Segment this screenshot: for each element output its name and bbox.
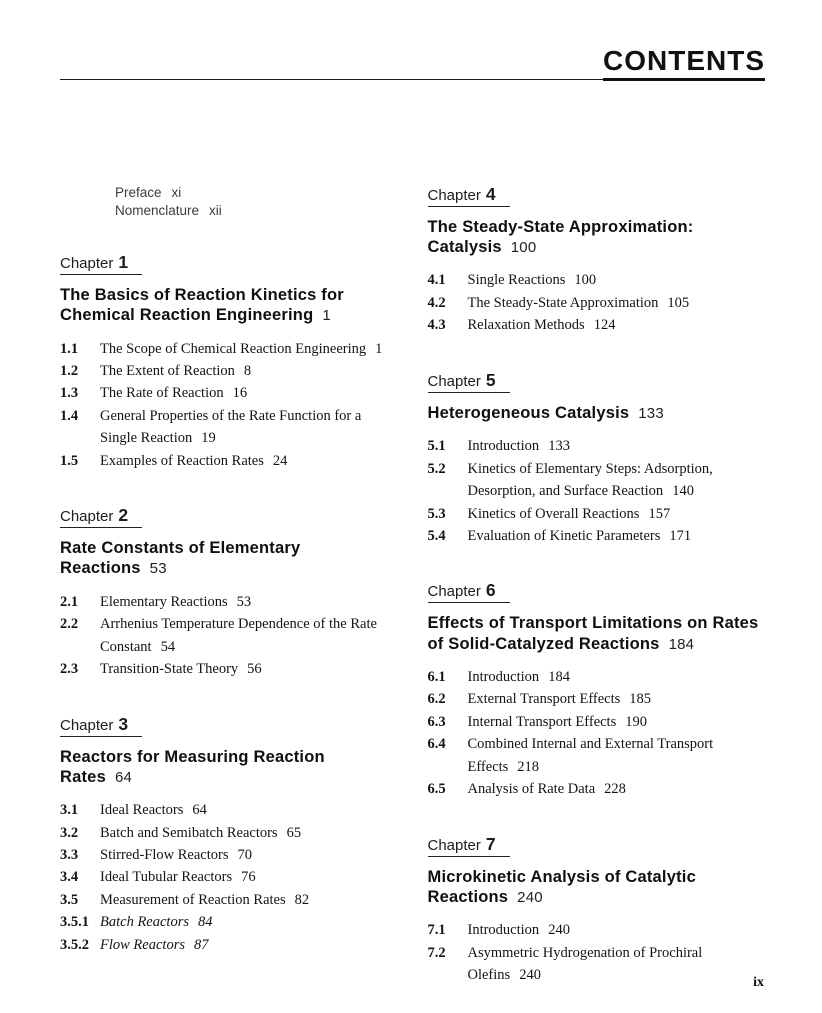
section-title: [100, 911, 398, 933]
section-title-text: Introduction: [467, 668, 540, 685]
page-header: [60, 45, 765, 80]
section-number: 1.1: [60, 340, 79, 357]
chapter-start-page: 133: [638, 404, 664, 422]
chapter-number: 6: [485, 580, 496, 601]
section-number: 2.2: [60, 616, 79, 633]
section-entry: [428, 435, 766, 457]
section-title-text: Combined Internal and External Transport Effects: [467, 736, 714, 775]
section-title: [468, 778, 766, 800]
section-title: [468, 269, 766, 291]
chapter-heading: [428, 580, 510, 603]
chapter-block: [60, 252, 398, 472]
section-page: 124: [593, 317, 616, 334]
section-page: 140: [672, 483, 694, 500]
section-entry: [60, 382, 398, 404]
section-title: [100, 658, 398, 680]
section-title: [100, 450, 398, 472]
chapter-heading: [428, 834, 510, 857]
section-title: [468, 919, 766, 941]
section-entry: [428, 503, 766, 525]
section-list: [428, 919, 766, 986]
section-number: 5.3: [427, 505, 446, 522]
section-list: [428, 435, 766, 547]
section-page: 84: [198, 914, 213, 931]
section-title: [468, 688, 766, 710]
section-list: [60, 799, 398, 956]
section-entry: [60, 934, 398, 956]
section-title-text: Ideal Tubular Reactors: [100, 869, 233, 886]
section-title: [468, 711, 766, 733]
chapter-start-page: 1: [322, 307, 331, 325]
section-number: 2.3: [60, 661, 79, 678]
chapter-block: [428, 184, 766, 337]
section-entry: [428, 269, 766, 291]
section-title-text: The Steady-State Approximation: [467, 294, 659, 311]
section-number: 3.5.2: [60, 936, 89, 953]
chapter-number: 2: [118, 505, 129, 526]
chapter-start-page: 64: [114, 768, 133, 786]
section-number: 4.3: [427, 317, 446, 334]
section-page: 54: [160, 638, 176, 655]
section-title-text: Transition-State Theory: [100, 661, 239, 678]
section-title-text: Ideal Reactors: [100, 802, 184, 819]
section-title: [468, 942, 766, 987]
toc-column-left: [60, 184, 398, 987]
chapter-title: [60, 538, 398, 578]
chapter-block: [428, 580, 766, 800]
section-title: [100, 360, 398, 382]
section-entry: [60, 866, 398, 888]
section-page: 56: [247, 661, 262, 678]
section-number: 6.3: [427, 713, 446, 730]
chapter-title: [60, 285, 398, 325]
section-number: 5.2: [427, 460, 446, 477]
section-title-text: Stirred-Flow Reactors: [100, 846, 229, 863]
section-page: 24: [272, 452, 288, 469]
section-title: [100, 934, 398, 956]
section-title-text: Analysis of Rate Data: [467, 781, 596, 798]
section-page: 65: [286, 824, 302, 841]
chapter-start-page: 100: [510, 239, 537, 257]
chapter-title-text: The Steady-State Approximation: Catalysis: [427, 218, 694, 257]
chapter-label: Chapter: [427, 836, 481, 854]
section-page: 87: [193, 936, 209, 953]
section-title: [100, 844, 398, 866]
section-number: 4.1: [427, 272, 446, 289]
section-number: 1.2: [60, 362, 79, 379]
front-matter-item: [115, 202, 398, 220]
section-page: 53: [236, 593, 252, 610]
section-title: [100, 591, 398, 613]
chapter-title: [428, 217, 766, 257]
section-number: 1.4: [60, 407, 79, 424]
section-title: [100, 866, 398, 888]
section-page: 133: [548, 438, 570, 455]
chapter-heading: [428, 184, 510, 207]
section-entry: [60, 889, 398, 911]
section-title: [100, 799, 398, 821]
section-title: [100, 822, 398, 844]
section-list: [60, 338, 398, 473]
section-entry: [60, 405, 398, 450]
section-entry: [60, 844, 398, 866]
section-entry: [60, 450, 398, 472]
chapter-title-text: The Basics of Reaction Kinetics for Chemical Reaction Engineering: [60, 286, 344, 325]
section-title: [468, 666, 766, 688]
section-title: [100, 338, 398, 360]
chapter-heading: [60, 714, 142, 737]
chapter-heading: [60, 505, 142, 528]
section-title-text: Measurement of Reaction Rates: [100, 891, 286, 908]
section-title-text: Elementary Reactions: [100, 593, 228, 610]
section-title: [468, 292, 766, 314]
chapter-number: 7: [485, 833, 496, 854]
section-title-text: Single Reactions: [467, 272, 566, 289]
front-matter: [115, 184, 398, 219]
section-page: 157: [648, 505, 671, 522]
chapter-title: [428, 613, 766, 653]
section-page: 8: [243, 362, 252, 379]
section-entry: [428, 711, 766, 733]
section-entry: [428, 919, 766, 941]
section-number: 5.4: [427, 528, 446, 544]
chapter-number: 5: [485, 369, 496, 390]
section-entry: [428, 525, 766, 547]
section-title-text: Batch and Semibatch Reactors: [100, 824, 278, 841]
section-title: [100, 613, 398, 658]
section-page: 218: [517, 758, 540, 775]
section-list: [428, 269, 766, 336]
section-title: [100, 889, 398, 911]
chapter-label: Chapter: [60, 508, 114, 526]
chapter-start-page: 240: [517, 888, 543, 906]
section-page: 70: [237, 846, 252, 863]
section-title: [468, 458, 766, 503]
section-entry: [60, 591, 398, 613]
section-number: 6.2: [427, 691, 446, 708]
chapter-block: [60, 505, 398, 680]
section-page: 19: [201, 430, 216, 447]
section-title-text: Flow Reactors: [100, 936, 185, 953]
section-number: 3.4: [60, 869, 79, 886]
section-entry: [428, 666, 766, 688]
chapter-start-page: 53: [149, 560, 167, 578]
section-entry: [428, 942, 766, 987]
section-number: 6.4: [427, 736, 446, 753]
section-page: 1: [375, 340, 383, 357]
front-matter-page: xii: [209, 202, 222, 218]
section-title-text: The Scope of Chemical Reaction Engineering: [100, 340, 367, 357]
chapter-label: Chapter: [427, 187, 481, 204]
section-title-text: Evaluation of Kinetic Parameters: [467, 528, 661, 544]
section-title: [100, 382, 398, 404]
section-entry: [428, 688, 766, 710]
section-number: 3.2: [60, 824, 79, 841]
section-number: 1.3: [60, 385, 79, 402]
section-page: 105: [667, 294, 690, 311]
section-title: [468, 435, 766, 457]
section-list: [428, 666, 766, 801]
section-number: 2.1: [60, 593, 79, 610]
section-entry: [428, 733, 766, 778]
chapter-heading: [428, 370, 510, 393]
chapter-title: [428, 403, 766, 423]
section-number: 6.1: [427, 668, 446, 685]
front-matter-page: xi: [171, 185, 182, 200]
section-page: 100: [574, 272, 597, 289]
section-page: 240: [548, 922, 570, 939]
section-number: 3.1: [60, 802, 79, 819]
chapter-title-text: Heterogeneous Catalysis: [427, 403, 630, 422]
chapter-title-text: Reactors for Measuring Reaction Rates: [60, 747, 325, 786]
chapter-block: [428, 370, 766, 548]
section-entry: [60, 822, 398, 844]
section-title-text: Arrhenius Temperature Dependence of the Rate Constant: [100, 616, 377, 655]
section-page: 16: [232, 385, 248, 402]
front-matter-title: Nomenclature: [115, 202, 200, 218]
section-number: 3.5: [60, 891, 79, 908]
chapter-title: [60, 747, 398, 787]
section-title-text: Kinetics of Overall Reactions: [467, 505, 640, 522]
section-title-text: General Properties of the Rate Function for a Single Reaction: [100, 407, 362, 447]
front-matter-item: [115, 184, 398, 202]
chapter-title-text: Microkinetic Analysis of Catalytic Reactions: [427, 867, 696, 906]
section-entry: [60, 613, 398, 658]
section-entry: [60, 799, 398, 821]
section-title-text: Examples of Reaction Rates: [100, 452, 264, 469]
section-page: 82: [294, 891, 310, 908]
section-entry: [428, 292, 766, 314]
chapter-label: Chapter: [60, 255, 114, 273]
section-number: 4.2: [427, 294, 446, 311]
chapter-number: 4: [485, 184, 496, 204]
front-matter-title: Preface: [115, 185, 162, 200]
section-entry: [60, 911, 398, 933]
section-number: 1.5: [60, 452, 79, 469]
chapter-label: Chapter: [60, 716, 114, 734]
section-title-text: Kinetics of Elementary Steps: Adsorption, Desorption, and Surface Reaction: [467, 460, 713, 500]
section-page: 185: [629, 691, 652, 708]
section-number: 7.1: [427, 922, 446, 939]
section-title: [468, 733, 766, 778]
section-title-text: Asymmetric Hydrogenation of Prochiral Olefins: [467, 944, 703, 984]
section-page: 240: [519, 967, 541, 984]
section-title: [468, 314, 766, 336]
section-number: 7.2: [427, 944, 446, 961]
chapter-number: 1: [118, 252, 129, 273]
toc-column-right: [428, 184, 766, 987]
section-number: 5.1: [427, 438, 446, 455]
section-title: [100, 405, 398, 450]
section-title: [468, 525, 766, 547]
section-title-text: External Transport Effects: [467, 691, 621, 708]
chapter-label: Chapter: [427, 372, 481, 390]
chapter-title-text: Effects of Transport Limitations on Rates of Solid-Catalyzed Reactions: [427, 614, 759, 653]
section-page: 190: [625, 713, 647, 730]
section-page: 184: [548, 668, 570, 685]
toc-columns: [60, 184, 765, 987]
section-title-text: The Extent of Reaction: [100, 362, 235, 379]
section-title-text: Relaxation Methods: [467, 317, 585, 334]
chapter-block: [428, 834, 766, 987]
section-title-text: The Rate of Reaction: [100, 385, 224, 402]
chapter-label: Chapter: [427, 583, 481, 601]
section-page: 228: [604, 781, 626, 798]
section-title-text: Internal Transport Effects: [467, 713, 617, 730]
chapter-start-page: 184: [668, 635, 695, 653]
section-entry: [428, 458, 766, 503]
section-number: 3.3: [60, 846, 79, 863]
section-title-text: Introduction: [467, 922, 540, 939]
contents-heading: CONTENTS: [603, 45, 765, 81]
section-page: 76: [241, 869, 256, 886]
section-number: 6.5: [427, 781, 446, 798]
section-page: 171: [669, 528, 692, 544]
section-title: [468, 503, 766, 525]
section-entry: [60, 658, 398, 680]
page-number: ix: [753, 975, 764, 990]
chapter-title: [428, 867, 766, 907]
chapter-title-text: Rate Constants of Elementary Reactions: [60, 539, 301, 578]
section-entry: [60, 360, 398, 382]
section-number: 3.5.1: [60, 914, 89, 931]
section-list: [60, 591, 398, 681]
chapter-heading: [60, 252, 142, 275]
section-page: 64: [192, 802, 207, 819]
section-entry: [60, 338, 398, 360]
section-title-text: Introduction: [467, 438, 540, 455]
section-entry: [428, 314, 766, 336]
section-title-text: Batch Reactors: [100, 914, 189, 931]
chapter-block: [60, 714, 398, 957]
chapter-number: 3: [118, 713, 129, 734]
section-entry: [428, 778, 766, 800]
